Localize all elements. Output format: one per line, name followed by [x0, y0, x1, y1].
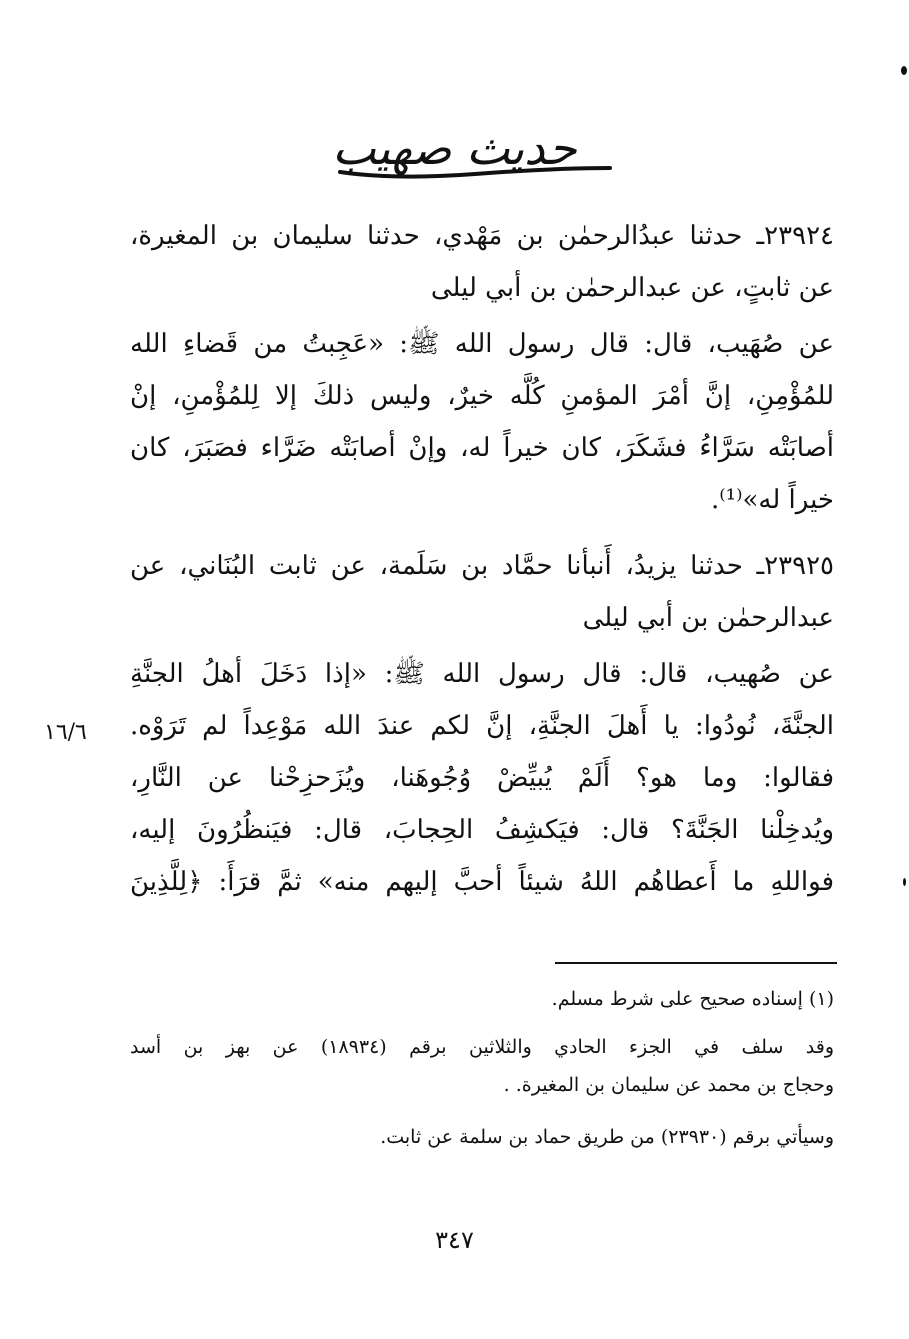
footnote-line: وسيأتي برقم (٢٣٩٣٠) من طريق حماد بن سلمة عن ثابت.: [380, 1126, 834, 1148]
hadith-1-isnad: [130, 210, 834, 314]
footnote-line: وقد سلف في الجزء الحادي والثلاثين برقم (١٨٩٣٤) عن بهز بن أسد: [130, 1036, 834, 1058]
margin-reference: ١٦/٦: [44, 720, 87, 745]
text-line: ويُدخِلْنا الجَنَّةَ؟ قال: فيَكشِفُ الحِجابَ، قال: فيَنظُرُونَ إليه،: [130, 815, 834, 845]
text-line: فواللهِ ما أَعطاهُم اللهُ شيئاً أحبَّ إليهم منه» ثمَّ قرَأَ: ﴿لِلَّذِينَ: [130, 867, 834, 897]
hadith-1-matn: [130, 318, 834, 526]
title-flourish: [335, 158, 615, 182]
text-line: الجنَّةَ، نُودُوا: يا أَهلَ الجنَّةِ، إنَّ لكم عندَ الله مَوْعِداً لم تَرَوْه.: [130, 711, 834, 741]
footnote-1: (١) إسناده صحيح على شرط مسلم.: [551, 988, 834, 1010]
page-title: حديث صهيب: [332, 121, 577, 175]
text-line: ٢٣٩٢٤ـ حدثنا عبدُالرحمٰن بن مَهْدي، حدثنا سليمان بن المغيرة،: [130, 221, 834, 251]
text-line: أصابَتْه سَرَّاءُ فشَكَرَ، كان خيراً له، وإنْ أصابَتْه ضَرَّاء فصَبَرَ، كان: [130, 433, 834, 463]
page-number: ٣٤٧: [435, 1226, 474, 1254]
footnote-separator: [555, 962, 837, 964]
text-line: خيراً له»⁽¹⁾.: [711, 485, 834, 515]
text-line: عبدالرحمٰن بن أبي ليلى: [582, 603, 834, 633]
text-line: للمُؤْمِنِ، إنَّ أمْرَ المؤمنِ كُلَّه خيرٌ، وليس ذلكَ إلا لِلمُؤْمنِ، إنْ: [130, 381, 834, 411]
scan-mark: [903, 878, 906, 886]
hadith-2-matn: [130, 648, 834, 908]
text-line: فقالوا: وما هو؟ أَلَمْ يُبيِّضْ وُجُوهَنا، ويُزَحزِحْنا عن النَّارِ،: [130, 763, 834, 793]
hadith-2-isnad: [130, 540, 834, 644]
scan-mark: [901, 66, 907, 75]
text-line: ٢٣٩٢٥ـ حدثنا يزيدُ، أَنبأنا حمَّاد بن سَلَمة، عن ثابت البُنَاني، عن: [130, 551, 834, 581]
text-line: عن ثابتٍ، عن عبدالرحمٰن بن أبي ليلى: [430, 273, 834, 303]
text-line: عن صُهَيب، قال: قال رسول الله ﷺ: «عَجِبتُ من قَضاءِ الله: [130, 329, 834, 359]
text-line: عن صُهيب، قال: قال رسول الله ﷺ: «إذا دَخَلَ أهلُ الجنَّةِ: [130, 659, 834, 689]
footnote-line: وحجاج بن محمد عن سليمان بن المغيرة. .: [503, 1074, 834, 1096]
